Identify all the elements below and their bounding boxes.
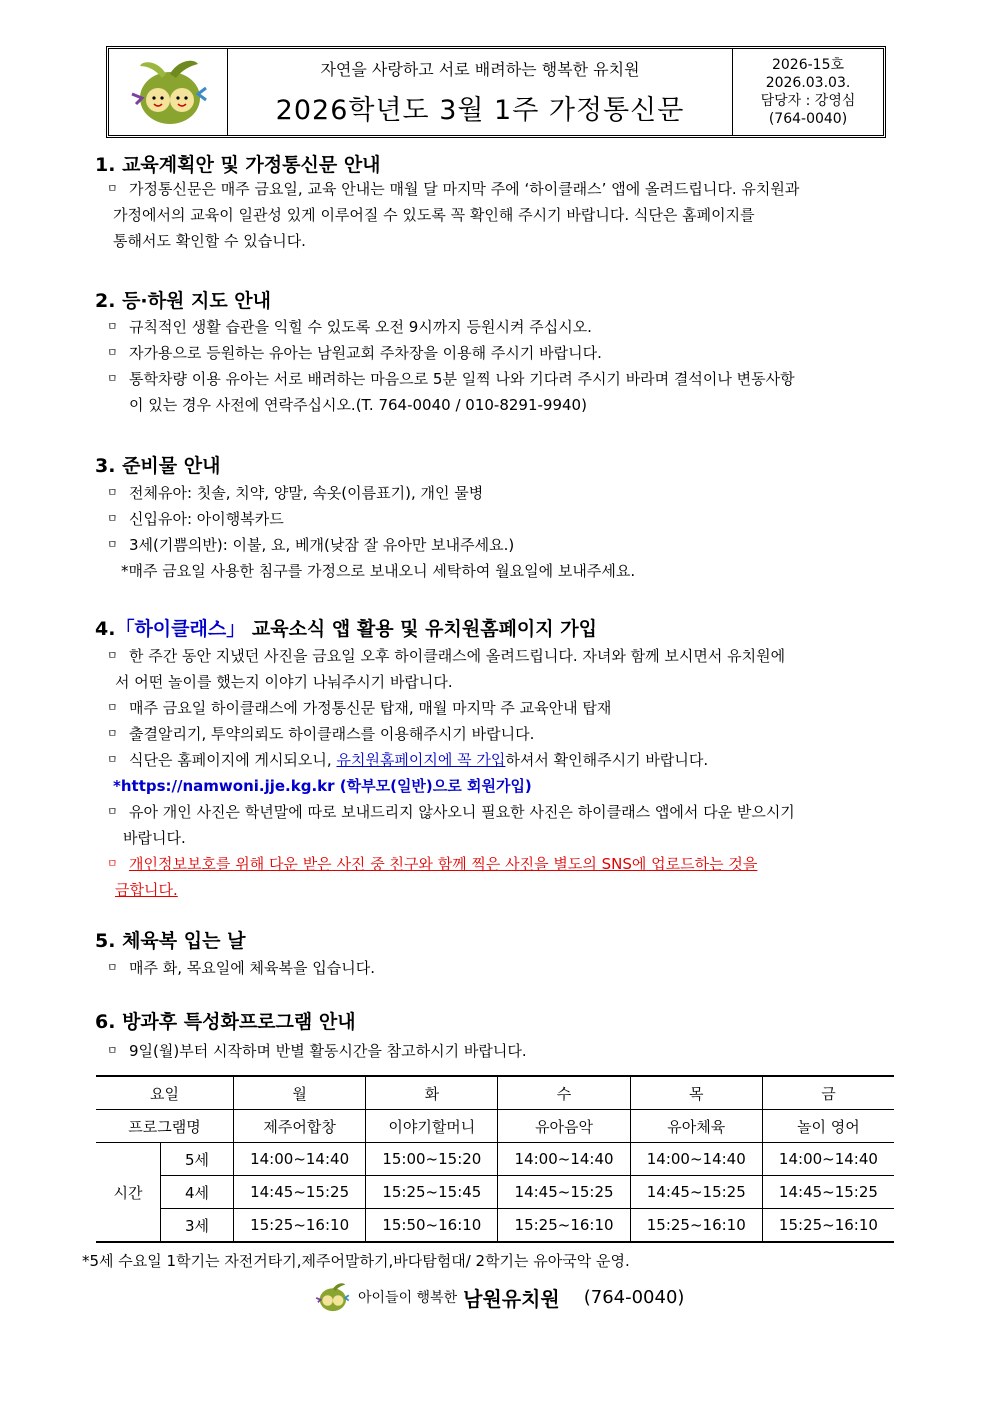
list-item — [107, 480, 899, 506]
section-1-title — [95, 150, 381, 177]
program-cell: 유아체육 — [630, 1110, 762, 1143]
item-text: 출결알리기, 투약의뢰도 하이클래스를 이용해주시기 바랍니다. — [129, 725, 535, 743]
list-item — [107, 366, 899, 392]
time-cell: 15:25~15:45 — [366, 1176, 498, 1209]
section-number: 4. — [95, 618, 116, 640]
item-text: 하셔서 확인해주시기 바랍니다. — [505, 751, 709, 769]
age-cell: 5세 — [161, 1143, 234, 1176]
bullet-icon: ㅁ — [107, 538, 118, 551]
item-text: 매주 화, 목요일에 체육복을 입습니다. — [129, 959, 375, 977]
text-line: 가정에서의 교육이 일관성 있게 이루어질 수 있도록 꼭 확인해 주시기 바랍니다. 식단은 홈페이지를 — [113, 206, 755, 224]
warning-text: 개인정보보호를 위해 다운 받은 사진 중 친구와 함께 찍은 사진을 별도의 SNS에 업로드하는 것을 — [129, 855, 758, 873]
section-heading: 교육소식 앱 활용 및 유치원홈페이지 가입 — [251, 618, 597, 640]
bullet-icon: ㅁ — [107, 727, 118, 740]
item-text: 매주 금요일 하이클래스에 가정통신문 탑재, 매월 마지막 주 교육안내 탑재 — [129, 699, 612, 717]
program-cell: 이야기할머니 — [366, 1110, 498, 1143]
list-item — [107, 695, 899, 721]
time-cell: 14:45~15:25 — [234, 1176, 366, 1209]
homepage-url-link[interactable]: *https://namwoni.jje.kg.kr (학부모(일반)으로 회원가입) — [113, 777, 532, 795]
section-2-title — [95, 286, 271, 313]
section-number: 3. — [95, 455, 116, 477]
section-number: 2. — [95, 290, 116, 312]
item-text: 유아 개인 사진은 학년말에 따로 보내드리지 않사오니 필요한 사진은 하이클래스 앱에서 다운 받으시기 — [129, 803, 795, 821]
section-3-title — [95, 451, 220, 478]
footer — [310, 1280, 684, 1314]
section-6-list — [107, 1038, 899, 1064]
time-cell: 14:00~14:40 — [498, 1143, 630, 1176]
table-row — [96, 1110, 894, 1143]
list-item — [107, 799, 899, 825]
item-text: 신입유아: 아이행복카드 — [129, 510, 284, 528]
footer-school-name: 남원유치원 — [463, 1286, 560, 1311]
section-heading: 방과후 특성화프로그램 안내 — [122, 1011, 356, 1033]
app-name: 「하이클래스」 — [115, 618, 246, 640]
day-cell: 목 — [630, 1076, 762, 1110]
header-title: 2026학년도 3월 1주 가정통신문 — [275, 95, 685, 126]
time-cell: 14:45~15:25 — [762, 1176, 894, 1209]
day-cell: 금 — [762, 1076, 894, 1110]
issue-date: 2026.03.03. — [765, 75, 851, 91]
time-cell: 14:00~14:40 — [762, 1143, 894, 1176]
section-heading: 교육계획안 및 가정통신문 안내 — [122, 154, 381, 176]
item-text: 한 주간 동안 지냈던 사진을 금요일 오후 하이클래스에 올려드립니다. 자녀와 함께 보시면서 유치원에 — [129, 647, 786, 665]
bullet-icon: ㅁ — [107, 320, 118, 333]
program-cell: 유아음악 — [498, 1110, 630, 1143]
list-item — [107, 340, 899, 366]
bullet-icon: ㅁ — [107, 649, 118, 662]
note-text: *매주 금요일 사용한 침구를 가정으로 보내오니 세탁하여 월요일에 보내주세요. — [121, 562, 636, 580]
day-cell: 수 — [498, 1076, 630, 1110]
section-2-list — [107, 314, 899, 418]
section-number: 6. — [95, 1011, 116, 1033]
item-text: 3세(기쁨의반): 이불, 요, 베개(낮잠 잘 유아만 보내주세요.) — [129, 536, 515, 554]
section-3-list — [107, 480, 899, 584]
bullet-icon: ㅁ — [107, 701, 118, 714]
section-5-list — [107, 955, 899, 981]
bullet-icon: ㅁ — [107, 961, 118, 974]
program-cell: 제주어합창 — [234, 1110, 366, 1143]
header-box — [106, 46, 886, 138]
section-heading: 준비물 안내 — [122, 455, 221, 477]
section-number: 5. — [95, 930, 116, 952]
section-heading: 체육복 입는 날 — [122, 930, 246, 952]
issue-number: 2026-15호 — [771, 57, 845, 73]
time-cell: 15:25~16:10 — [234, 1209, 366, 1243]
age-cell: 3세 — [161, 1209, 234, 1243]
header-info — [733, 49, 883, 135]
time-cell: 15:00~15:20 — [366, 1143, 498, 1176]
age-cell: 4세 — [161, 1176, 234, 1209]
day-cell: 월 — [234, 1076, 366, 1110]
day-header: 요일 — [96, 1076, 234, 1110]
program-header: 프로그램명 — [96, 1110, 234, 1143]
list-item — [107, 955, 899, 981]
time-cell: 15:25~16:10 — [498, 1209, 630, 1243]
text-line: 통해서도 확인할 수 있습니다. — [113, 232, 306, 250]
footer-slogan: 아이들이 행복한 — [358, 1290, 458, 1306]
item-text: 통학차량 이용 유아는 서로 배려하는 마음으로 5분 일찍 나와 기다려 주시기 바라며 결석이나 변동사항 — [129, 370, 795, 388]
section-heading: 등·하원 지도 안내 — [122, 290, 272, 312]
item-text: 식단은 홈페이지에 게시되오니, — [129, 751, 332, 769]
list-item — [107, 643, 899, 669]
bullet-icon: ㅁ — [107, 346, 118, 359]
bullet-icon: ㅁ — [107, 372, 118, 385]
list-item — [107, 506, 899, 532]
bullet-icon: ㅁ — [107, 1044, 118, 1057]
header-subtitle: 자연을 사랑하고 서로 배려하는 행복한 유치원 — [320, 60, 640, 79]
homepage-signup-link[interactable]: 유치원홈페이지에 꼭 가입 — [336, 751, 506, 769]
table-row — [96, 1143, 894, 1176]
afterschool-schedule-table — [96, 1075, 894, 1243]
table-row — [96, 1209, 894, 1243]
warning-text: 금합니다. — [115, 881, 178, 899]
bullet-icon: ㅁ — [107, 512, 118, 525]
time-cell: 14:45~15:25 — [630, 1176, 762, 1209]
time-cell: 15:25~16:10 — [762, 1209, 894, 1243]
footer-phone: (764-0040) — [583, 1286, 685, 1308]
table-footnote: *5세 수요일 1학기는 자전거타기,제주어말하기,바다탐험대/ 2학기는 유아국악 운영. — [82, 1252, 630, 1270]
time-cell: 14:00~14:40 — [630, 1143, 762, 1176]
list-item — [107, 532, 899, 558]
header-phone: (764-0040) — [768, 111, 848, 127]
warning-item — [107, 851, 899, 877]
time-cell: 15:50~16:10 — [366, 1209, 498, 1243]
manager-name: 담당자 : 강영심 — [760, 93, 856, 109]
section-5-title — [95, 926, 245, 953]
item-text: 서 어떤 놀이를 했는지 이야기 나눠주시기 바랍니다. — [115, 673, 453, 691]
time-cell: 15:25~16:10 — [630, 1209, 762, 1243]
bullet-icon: ㅁ — [107, 182, 118, 195]
item-text: 9일(월)부터 시작하며 반별 활동시간을 참고하시기 바랍니다. — [129, 1042, 527, 1060]
item-text: 전체유아: 칫솔, 치약, 양말, 속옷(이름표기), 개인 물병 — [129, 484, 484, 502]
item-text: 바랍니다. — [123, 829, 186, 847]
day-cell: 화 — [366, 1076, 498, 1110]
kindergarten-logo — [109, 49, 228, 135]
bullet-icon: ㅁ — [107, 805, 118, 818]
table-row — [96, 1076, 894, 1110]
footer-logo-icon — [310, 1280, 354, 1314]
section-4-list — [107, 643, 899, 903]
list-item — [107, 314, 899, 340]
section-number: 1. — [95, 154, 116, 176]
time-cell: 14:00~14:40 — [234, 1143, 366, 1176]
list-item — [107, 721, 899, 747]
item-text: 자가용으로 등원하는 유아는 남원교회 주차장을 이용해 주시기 바랍니다. — [129, 344, 602, 362]
bullet-icon: ㅁ — [107, 486, 118, 499]
time-header: 시간 — [96, 1143, 161, 1243]
text-line: 가정통신문은 매주 금요일, 교육 안내는 매월 달 마지막 주에 ‘하이클래스’ 앱에 올려드립니다. 유치원과 — [129, 180, 800, 198]
item-text: 규칙적인 생활 습관을 익힐 수 있도록 오전 9시까지 등원시켜 주십시오. — [129, 318, 592, 336]
logo-icon — [118, 54, 218, 130]
bullet-icon: ㅁ — [107, 857, 118, 870]
bullet-icon: ㅁ — [107, 753, 118, 766]
item-text: 이 있는 경우 사전에 연락주십시오.(T. 764-0040 / 010-8291-9940) — [129, 396, 587, 414]
section-4-title — [95, 614, 597, 641]
table-row — [96, 1176, 894, 1209]
program-cell: 놀이 영어 — [762, 1110, 894, 1143]
list-item — [107, 747, 899, 773]
section-6-title — [95, 1007, 356, 1034]
time-cell: 14:45~15:25 — [498, 1176, 630, 1209]
list-item — [107, 1038, 899, 1064]
header-center — [228, 49, 733, 135]
section-1-text — [107, 176, 899, 254]
